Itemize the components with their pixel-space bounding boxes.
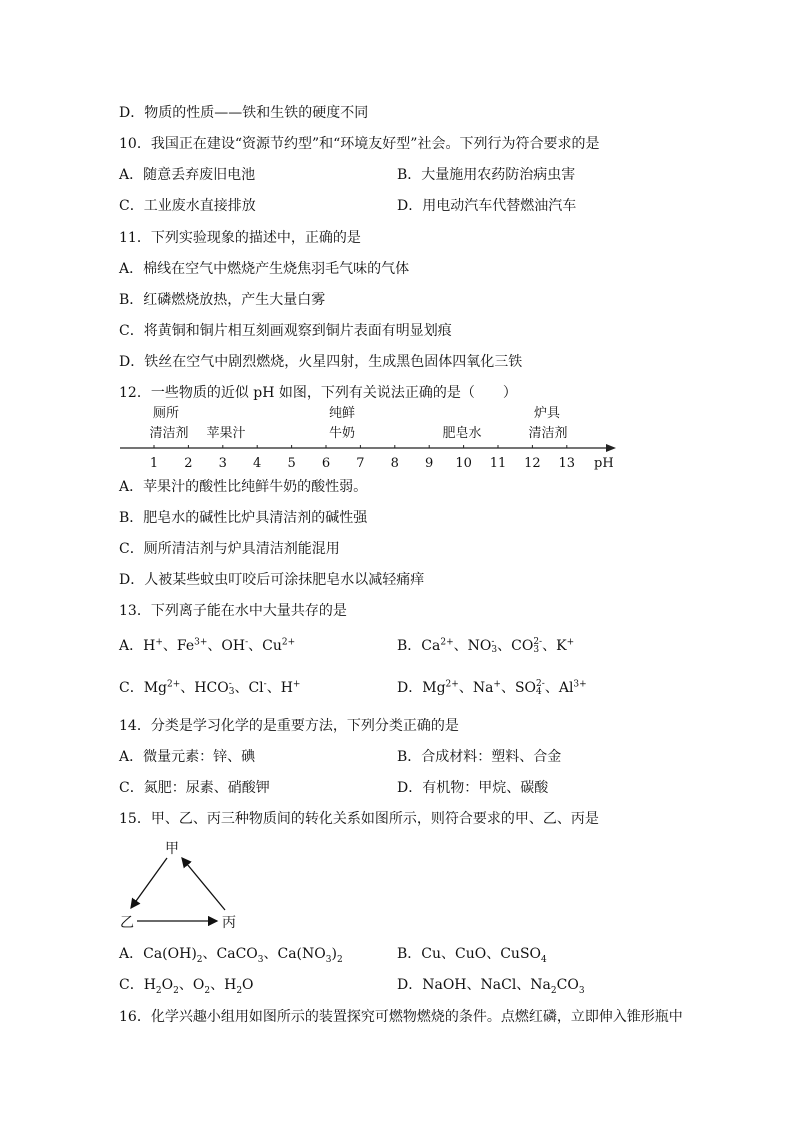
q11-option-c: C．将黄铜和铜片相互刻画观察到铜片表面有明显划痕: [119, 323, 452, 339]
arrow-jia-to-yi: [131, 858, 167, 908]
q14-option-c: C．氮肥：尿素、硝酸钾: [119, 780, 270, 796]
q10-stem: 10．我国正在建设“资源节约型”和“环境友好型”社会。下列行为符合要求的是: [119, 136, 600, 152]
q10-option-d: D．用电动汽车代替燃油汽车: [397, 198, 577, 214]
q9-option-d: D．物质的性质——铁和生铁的硬度不同: [119, 105, 369, 121]
q12-option-c: C．厕所清洁剂与炉具清洁剂能混用: [119, 541, 340, 557]
node-yi: 乙: [120, 915, 134, 931]
q13-option-c: C．$Mg^{2+}$、HCO - 3 、Cl-、H+: [119, 679, 301, 697]
ph-tick-label: 11: [489, 456, 507, 471]
ph-tick-label: 12: [524, 456, 541, 471]
ph-axis: [0, 437, 794, 477]
q16-stem: 16．化学兴趣小组用如图所示的装置探究可燃物燃烧的条件。点燃红磷，立即伸入锥形瓶中: [119, 1009, 683, 1025]
q15-stem: 15．甲、乙、丙三种物质间的转化关系如图所示，则符合要求的甲、乙、丙是: [119, 811, 599, 827]
q15-option-d: D．NaOH、NaCl、$Na_2CO_3$: [397, 977, 585, 996]
triangle-diagram: [115, 836, 245, 936]
ph-tick-label: 1: [149, 456, 159, 471]
arrow-bing-to-jia: [182, 858, 225, 910]
ph-label-toilet-bottom: 清洁剂: [149, 426, 189, 441]
ph-label-stove-bottom: 清洁剂: [528, 426, 568, 441]
q14-option-b: B．合成材料：塑料、合金: [397, 749, 562, 765]
ph-tick-label: 2: [184, 456, 193, 471]
q14-option-a: A．微量元素：锌、碘: [119, 749, 256, 765]
q15-option-b: B．Cu、CuO、CuSO$_4$: [397, 946, 547, 965]
q11-option-a: A．棉线在空气中燃烧产生烧焦羽毛气味的气体: [119, 261, 410, 277]
ph-label-milk-bottom: 牛奶: [328, 426, 355, 441]
ph-tick-label: 9: [425, 456, 434, 471]
ph-label-soap: 肥皂水: [442, 426, 482, 441]
ph-tick-label: 6: [321, 456, 331, 471]
q10-option-a: A．随意丢弃废旧电池: [119, 167, 256, 183]
q13-stem: 13．下列离子能在水中大量共存的是: [119, 603, 347, 619]
ph-label-apple: 苹果汁: [206, 426, 246, 441]
ph-tick-label: 3: [218, 456, 227, 471]
node-jia: 甲: [165, 841, 179, 857]
q13-option-d: D．$Mg^{2+}$、Na+、SO 2- 4 、$Al^{3+}$: [397, 679, 587, 697]
ph-tick-label: 7: [356, 456, 365, 471]
ph-unit-label: pH: [594, 456, 614, 471]
q14-option-d: D．有机物：甲烷、碳酸: [397, 780, 549, 796]
q14-stem: 14．分类是学习化学的是重要方法，下列分类正确的是: [119, 718, 459, 734]
q15-option-c: C．$H_2O_2$、$O_2$、$H_2O$: [119, 977, 254, 996]
q15-option-a: A．$Ca(OH)_2$、CaCO$_3$、$Ca(NO_3)_2$: [119, 946, 343, 965]
ph-label-toilet-top: 厕所: [152, 406, 179, 421]
q10-option-b: B．大量施用农药防治病虫害: [397, 167, 576, 183]
q11-stem: 11．下列实验现象的描述中，正确的是: [119, 230, 361, 246]
q11-option-d: D．铁丝在空气中剧烈燃烧，火星四射，生成黑色固体四氧化三铁: [119, 354, 523, 370]
ph-label-milk-top: 纯鲜: [328, 406, 355, 421]
ph-label-stove-top: 炉具: [533, 406, 560, 421]
q12-stem: 12．一些物质的近似 pH 如图，下列有关说法正确的是（ ）: [119, 385, 517, 401]
q11-option-b: B．红磷燃烧放热，产生大量白雾: [119, 292, 326, 308]
q12-option-a: A．苹果汁的酸性比纯鲜牛奶的酸性弱。: [119, 479, 368, 495]
ph-tick-label: 10: [455, 456, 472, 471]
q10-option-c: C．工业废水直接排放: [119, 198, 256, 214]
ph-axis-arrow: [606, 444, 616, 452]
ph-tick-label: 13: [558, 456, 576, 471]
ph-tick-label: 5: [287, 456, 296, 471]
node-bing: 丙: [222, 915, 236, 931]
ph-tick-label: 4: [253, 456, 262, 471]
q13-option-b: B．$Ca^{2+}$、NO - 3 、CO 2- 3 、K+: [397, 637, 575, 655]
ph-tick-label: 8: [390, 456, 399, 471]
q13-option-a: A．H+、$Fe^{3+}$、OH-、$Cu^{2+}$: [119, 637, 296, 654]
q12-option-b: B．肥皂水的碱性比炉具清洁剂的碱性强: [119, 510, 368, 526]
q12-option-d: D．人被某些蚊虫叮咬后可涂抹肥皂水以减轻痛痒: [119, 572, 425, 588]
